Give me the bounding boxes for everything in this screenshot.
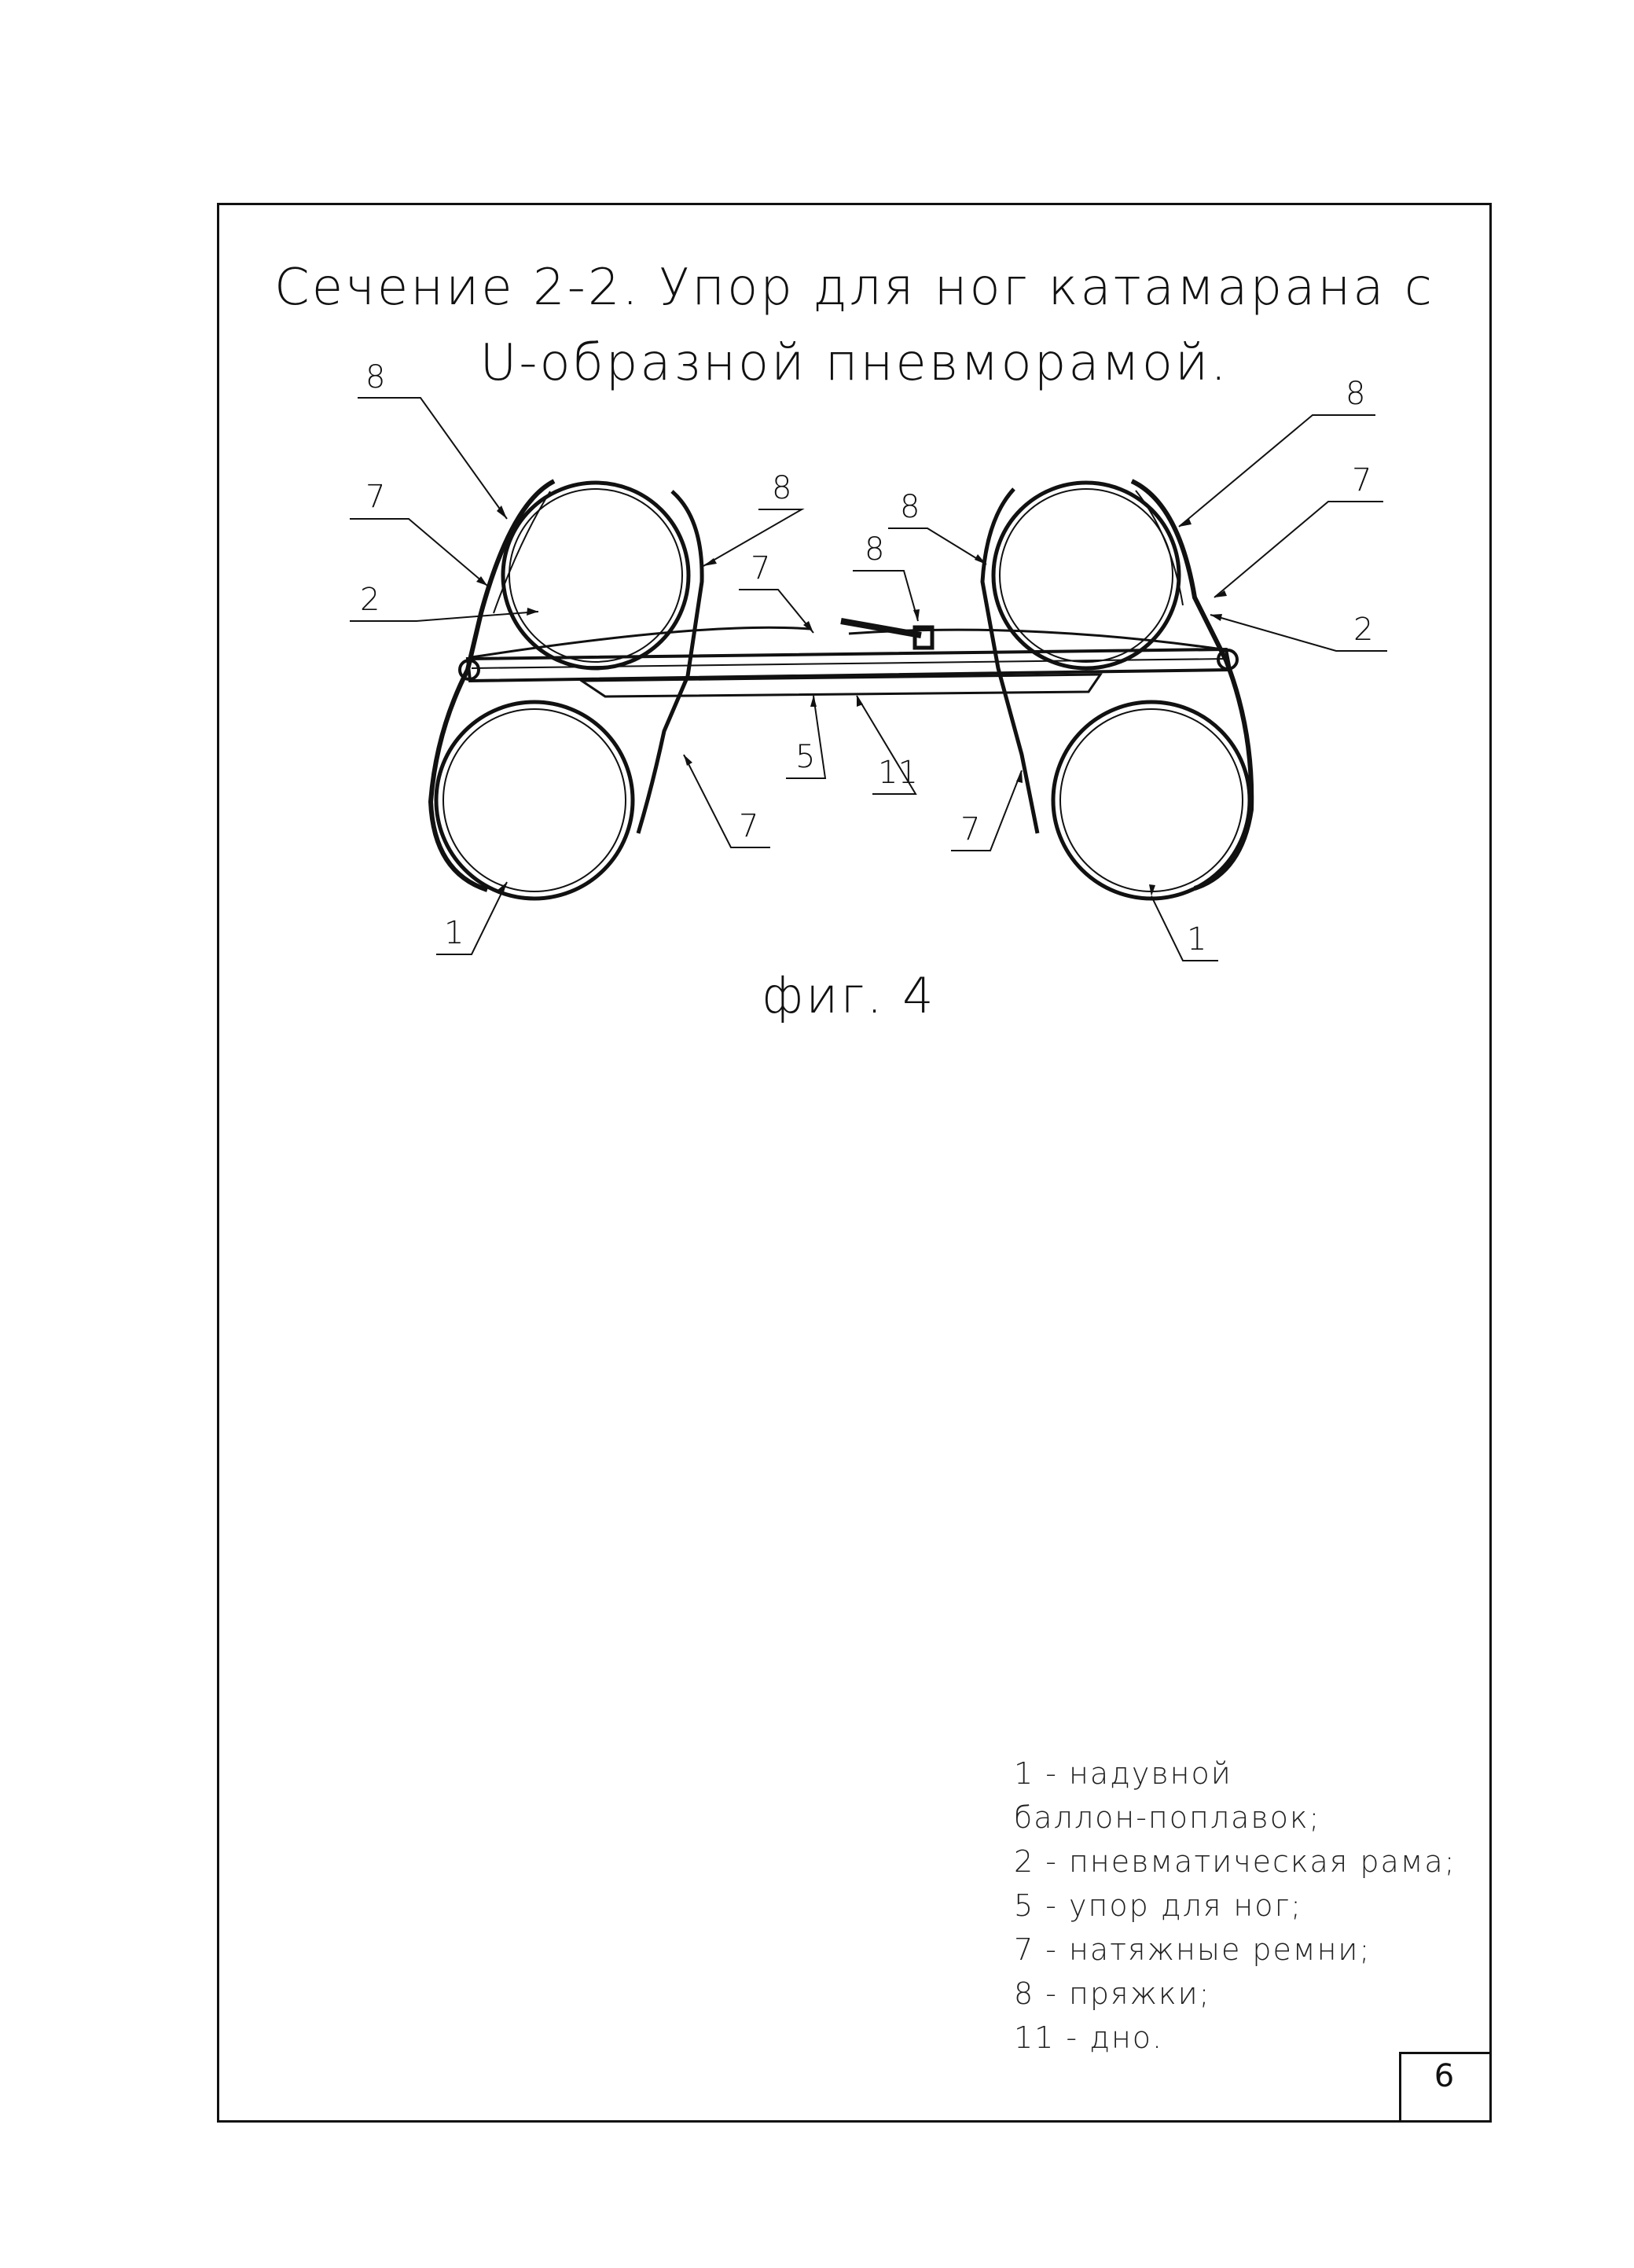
legend-item: 8 - пряжки;	[1014, 1976, 1211, 2011]
callout-left-7-lower: 7	[739, 808, 759, 844]
title-line-1: Сечение 2-2. Упор для ног катамарана с	[274, 259, 1434, 317]
legend	[1014, 1752, 1501, 2060]
legend-item: 11 - дно.	[1014, 2020, 1164, 2055]
callout-center-11: 11	[878, 755, 918, 791]
tension-strap-left-outer	[431, 481, 554, 890]
figure-caption: фиг. 4	[762, 967, 936, 1024]
callout-left-1: 1	[444, 915, 464, 951]
callout-right-7: 7	[1352, 462, 1372, 498]
callout-center-8-right: 8	[900, 489, 920, 525]
legend-item: 1 - надувной	[1014, 1756, 1232, 1791]
callout-center-7-lower: 7	[960, 811, 981, 847]
callout-right-2: 2	[1353, 612, 1374, 648]
legend-item: баллон-поплавок;	[1014, 1800, 1321, 1835]
tension-strap-right-outer	[1132, 481, 1251, 888]
callout-left-7: 7	[365, 479, 386, 515]
title-line-2: U-образной пневморамой.	[479, 334, 1229, 392]
callout-center-7: 7	[751, 550, 771, 586]
tension-strap-left-inner	[638, 491, 702, 833]
callout-left-8: 8	[365, 359, 386, 395]
page-number: 6	[1434, 2058, 1455, 2094]
callout-center-5: 5	[795, 739, 816, 775]
legend-item: 7 - натяжные ремни;	[1014, 1932, 1371, 1967]
callout-right-8: 8	[1346, 376, 1366, 412]
leader-arrowheads	[476, 505, 1227, 896]
right-float-balloon	[1053, 702, 1250, 899]
legend-item: 2 - пневматическая рама;	[1014, 1844, 1456, 1879]
callout-right-1: 1	[1187, 921, 1207, 958]
callout-center-8-buckle: 8	[865, 531, 885, 568]
legend-item: 5 - упор для ног;	[1014, 1888, 1302, 1923]
left-float-balloon	[436, 702, 633, 899]
callout-left-2: 2	[360, 582, 380, 618]
callout-center-8-left: 8	[772, 470, 792, 506]
